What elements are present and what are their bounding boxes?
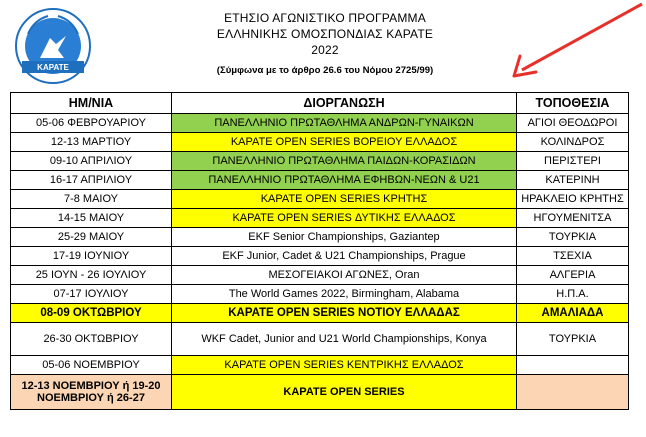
date-cell: 26-30 ΟΚΤΩΒΡΙΟΥ: [11, 323, 172, 356]
table-row: [11, 114, 629, 133]
location-cell: ΤΣΕΧΙΑ: [517, 247, 629, 266]
location-cell: ΚΑΤΕΡΙΝΗ: [517, 171, 629, 190]
event-cell: The World Games 2022, Birmingham, Alabama: [172, 285, 517, 304]
date-cell: 12-13 ΝΟΕΜΒΡΙΟΥ ή 19-20 ΝΟΕΜΒΡΙΟΥ ή 26-27: [11, 375, 172, 410]
date-cell: 25-29 ΜΑΙΟΥ: [11, 228, 172, 247]
table-row: [11, 228, 629, 247]
location-cell: ΑΛΓΕΡΙΑ: [517, 266, 629, 285]
location-cell: ΗΡΑΚΛΕΙΟ ΚΡΗΤΗΣ: [517, 190, 629, 209]
table-row: [11, 323, 629, 356]
table-row: [11, 209, 629, 228]
location-cell: ΤΟΥΡΚΙΑ: [517, 228, 629, 247]
location-cell: ΗΓΟΥΜΕΝΙΤΣΑ: [517, 209, 629, 228]
event-cell: ΚΑΡΑΤΕ OPEN SERIES ΒΟΡΕΙΟΥ ΕΛΛΑΔΟΣ: [172, 133, 517, 152]
federation-logo: [10, 6, 96, 86]
event-cell: ΚΑΡΑΤΕ OPEN SERIES: [172, 375, 517, 410]
date-cell: 07-17 ΙΟΥΛΙΟΥ: [11, 285, 172, 304]
table-row: [11, 133, 629, 152]
date-cell: 14-15 ΜΑΙΟΥ: [11, 209, 172, 228]
table-row: [11, 375, 629, 410]
date-cell: 05-06 ΦΕΒΡΟΥΑΡΙΟΥ: [11, 114, 172, 133]
table-row: [11, 152, 629, 171]
red-arrow-icon: [500, 0, 646, 90]
event-cell: ΚΑΡΑΤΕ OPEN SERIES ΔΥΤΙΚΗΣ ΕΛΛΑΔΟΣ: [172, 209, 517, 228]
location-cell: ΤΟΥΡΚΙΑ: [517, 323, 629, 356]
event-cell: ΜΕΣΟΓΕΙΑΚΟΙ ΑΓΩΝΕΣ, Oran: [172, 266, 517, 285]
title-year: 2022: [311, 43, 339, 57]
event-cell: ΚΑΡΑΤΕ OPEN SERIES ΚΡΗΤΗΣ: [172, 190, 517, 209]
location-cell: ΑΓΙΟΙ ΘΕΟΔΩΡΟΙ: [517, 114, 629, 133]
event-cell: WKF Cadet, Junior and U21 World Championships, Konya: [172, 323, 517, 356]
table-header-row: [11, 93, 629, 114]
table-row: [11, 247, 629, 266]
location-cell: [517, 375, 629, 410]
location-cell: Η.Π.Α.: [517, 285, 629, 304]
location-cell: [517, 356, 629, 375]
location-cell: ΠΕΡΙΣΤΕΡΙ: [517, 152, 629, 171]
title-line-2: ΕΛΛΗΝΙΚΗΣ ΟΜΟΣΠΟΝΔΙΑΣ ΚΑΡΑΤΕ: [216, 27, 434, 41]
date-cell: 08-09 ΟΚΤΩΒΡΙΟΥ: [11, 304, 172, 323]
table-row: [11, 190, 629, 209]
table-row: [11, 285, 629, 304]
header-event: ΔΙΟΡΓΑΝΩΣΗ: [172, 93, 517, 114]
header-date: ΗΜ/ΝΙΑ: [11, 93, 172, 114]
event-cell: ΚΑΡΑΤΕ OPEN SERIES ΝΟΤΙΟΥ ΕΛΛΑΔΑΣ: [172, 304, 517, 323]
table-row: [11, 356, 629, 375]
subtitle: (Σύμφωνα με το άρθρο 26.6 του Νόμου 2725/99): [216, 65, 434, 76]
table-row: [11, 266, 629, 285]
date-cell: 25 ΙΟΥΝ - 26 ΙΟΥΛΙΟΥ: [11, 266, 172, 285]
date-cell: 7-8 ΜΑΙΟΥ: [11, 190, 172, 209]
date-cell: 09-10 ΑΠΡΙΛΙΟΥ: [11, 152, 172, 171]
event-cell: ΚΑΡΑΤΕ OPEN SERIES ΚΕΝΤΡΙΚΗΣ ΕΛΛΑΔΟΣ: [172, 356, 517, 375]
date-cell: 12-13 ΜΑΡΤΙΟΥ: [11, 133, 172, 152]
event-cell: ΠΑΝΕΛΛΗΝΙΟ ΠΡΩΤΑΘΛΗΜΑ ΕΦΗΒΩΝ-ΝΕΩΝ & U21: [172, 171, 517, 190]
table-row-highlighted: [11, 304, 629, 323]
table-row: [11, 171, 629, 190]
event-cell: EKF Senior Championships, Gaziantep: [172, 228, 517, 247]
date-cell: 05-06 ΝΟΕΜΒΡΙΟΥ: [11, 356, 172, 375]
title-line-1: ΕΤΗΣΙΟ ΑΓΩΝΙΣΤΙΚΟ ΠΡΟΓΡΑΜΜΑ: [224, 11, 426, 25]
location-cell: ΑΜΑΛΙΑΔΑ: [517, 304, 629, 323]
event-cell: ΠΑΝΕΛΛΗΝΙΟ ΠΡΩΤΑΘΛΗΜΑ ΠΑΙΔΩΝ-ΚΟΡΑΣΙΔΩΝ: [172, 152, 517, 171]
title-block: [150, 10, 500, 78]
event-cell: EKF Junior, Cadet & U21 Championships, Prague: [172, 247, 517, 266]
schedule-table: [10, 92, 629, 410]
logo-text: ΚΑΡΑΤΕ: [37, 63, 69, 72]
event-cell: ΠΑΝΕΛΛΗΝΙΟ ΠΡΩΤΑΘΛΗΜΑ ΑΝΔΡΩΝ-ΓΥΝΑΙΚΩΝ: [172, 114, 517, 133]
header-location: ΤΟΠΟΘΕΣΙΑ: [517, 93, 629, 114]
date-cell: 17-19 ΙΟΥΝΙΟΥ: [11, 247, 172, 266]
date-cell: 16-17 ΑΠΡΙΛΙΟΥ: [11, 171, 172, 190]
location-cell: ΚΟΛΙΝΔΡΟΣ: [517, 133, 629, 152]
